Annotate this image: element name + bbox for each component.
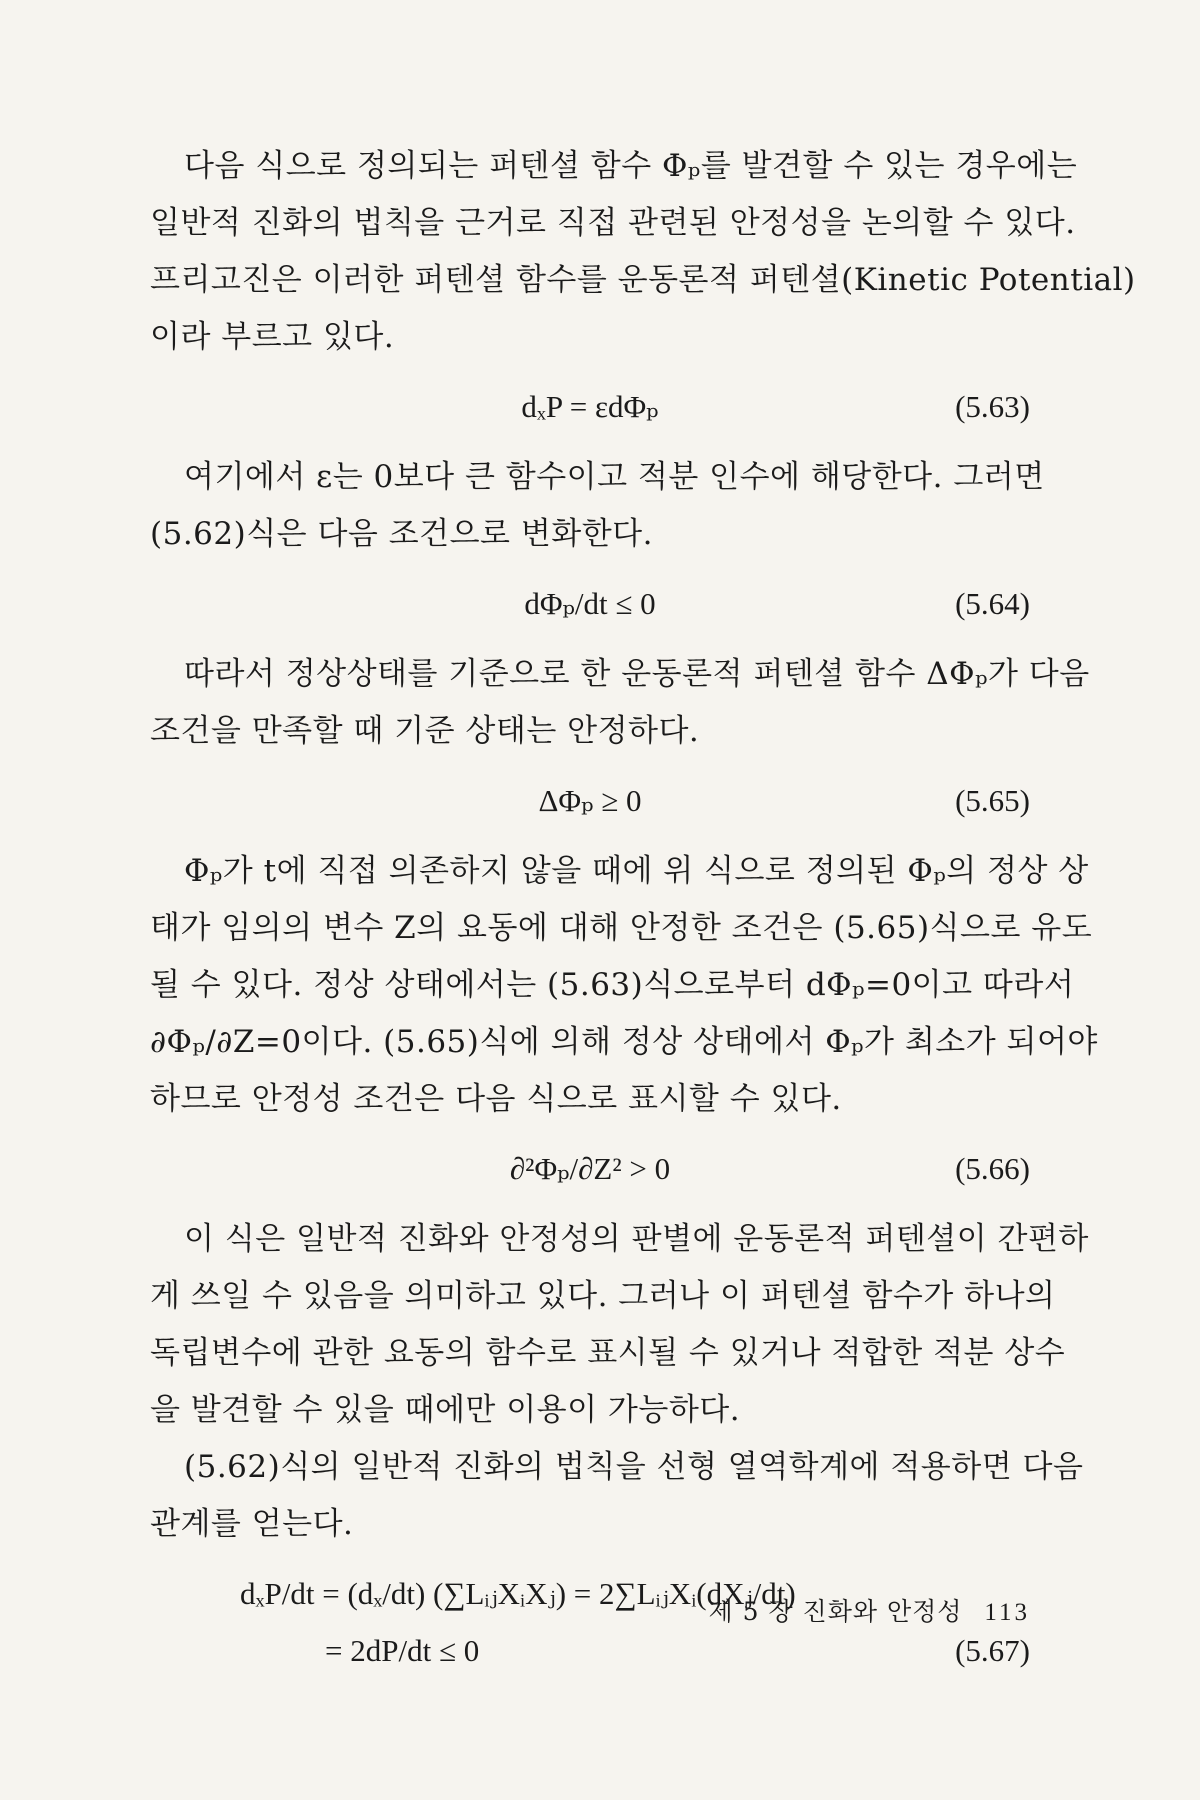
equation-5-66 — [150, 1140, 1030, 1197]
text-line: ∂Φₚ/∂Z=0이다. (5.65)식에 의해 정상 상태에서 Φₚ가 최소가 되어야 — [150, 1024, 1098, 1060]
equation-expression: dₓP/dt = (dₓ/dt) (∑LᵢⱼXᵢXⱼ) = 2∑LᵢⱼXᵢ(dXⱼ/dt) — [240, 1576, 796, 1611]
text-line: 될 수 있다. 정상 상태에서는 (5.63)식으로부터 dΦₚ=0이고 따라서 — [150, 967, 1075, 1003]
text-line: 을 발견할 수 있을 때에만 이용이 가능하다. — [150, 1392, 741, 1428]
equation-expression: dΦₚ/dt ≤ 0 — [524, 586, 656, 621]
equation-number: (5.67) — [955, 1633, 1030, 1668]
paragraph-kinetic-potential-usage — [150, 1211, 1089, 1439]
paragraph-stability-condition — [150, 646, 1090, 760]
text-line: 관계를 얻는다. — [150, 1506, 354, 1542]
equation-expression: = 2dP/dt ≤ 0 — [325, 1633, 480, 1668]
text-line: 게 쓰일 수 있음을 의미하고 있다. 그러나 이 퍼텐셜 함수가 하나의 — [150, 1278, 1056, 1314]
equation-number: (5.63) — [955, 389, 1030, 424]
equation-expression: ΔΦₚ ≥ 0 — [538, 783, 642, 818]
chapter-title: 제 5 장 진화와 안정성 — [708, 1597, 963, 1626]
text-line: 독립변수에 관한 요동의 함수로 표시될 수 있거나 적합한 적분 상수 — [150, 1335, 1066, 1371]
page-footer — [709, 1592, 1030, 1628]
text-line: 하므로 안정성 조건은 다음 식으로 표시할 수 있다. — [150, 1081, 842, 1117]
equation-5-67-line2 — [150, 1622, 1030, 1679]
text-line: 일반적 진화의 법칙을 근거로 직접 관련된 안정성을 논의할 수 있다. — [150, 205, 1076, 241]
equation-number: (5.66) — [955, 1151, 1030, 1186]
equation-number: (5.64) — [955, 586, 1030, 621]
text-line: 따라서 정상상태를 기준으로 한 운동론적 퍼텐셜 함수 ΔΦₚ가 다음 — [184, 656, 1090, 692]
equation-5-63 — [150, 378, 1030, 435]
text-line: 이라 부르고 있다. — [150, 319, 395, 355]
equation-5-65 — [150, 772, 1030, 829]
paragraph-integration-factor — [150, 449, 1045, 563]
text-line: 프리고진은 이러한 퍼텐셜 함수를 운동론적 퍼텐셜(Kinetic Potential) — [150, 262, 1136, 298]
text-line: (5.62)식은 다음 조건으로 변화한다. — [150, 516, 653, 552]
text-line: 이 식은 일반적 진화와 안정성의 판별에 운동론적 퍼텐셜이 간편하 — [184, 1221, 1089, 1257]
paragraph-linear-thermodynamics — [150, 1439, 1084, 1553]
text-line: Φₚ가 t에 직접 의존하지 않을 때에 위 식으로 정의된 Φₚ의 정상 상 — [184, 853, 1089, 889]
text-line: 다음 식으로 정의되는 퍼텐셜 함수 Φₚ를 발견할 수 있는 경우에는 — [184, 148, 1078, 184]
paragraph-steady-state — [150, 843, 1098, 1128]
text-line: 태가 임의의 변수 Z의 요동에 대해 안정한 조건은 (5.65)식으로 유도 — [150, 910, 1093, 946]
equation-5-64 — [150, 575, 1030, 632]
equation-expression: dₓP = εdΦₚ — [521, 389, 659, 424]
paragraph-potential-intro — [150, 138, 1136, 366]
document-page — [150, 138, 1136, 1693]
equation-number: (5.65) — [955, 783, 1030, 818]
text-line: (5.62)식의 일반적 진화의 법칙을 선형 열역학계에 적용하면 다음 — [184, 1449, 1084, 1485]
text-line: 여기에서 ε는 0보다 큰 함수이고 적분 인수에 해당한다. 그러면 — [184, 459, 1045, 495]
equation-expression: ∂²Φₚ/∂Z² > 0 — [509, 1151, 671, 1186]
text-line: 조건을 만족할 때 기준 상태는 안정하다. — [150, 713, 700, 749]
page-number: 113 — [984, 1599, 1030, 1626]
